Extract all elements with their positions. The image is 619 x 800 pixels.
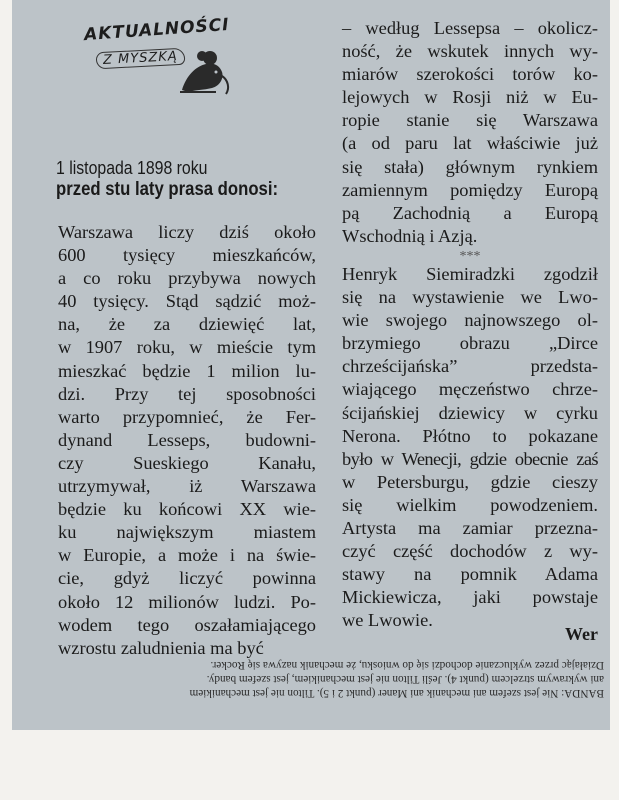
text-line: około 12 milionów ludzi. Po- xyxy=(58,591,316,612)
text-line: dynand Lesseps, budowni- xyxy=(58,429,316,450)
section-separator: *** xyxy=(459,248,481,264)
text-line: wodem tego oszałamiającego xyxy=(58,614,316,635)
text-line: cie, gdyż liczyć powinna xyxy=(58,568,316,589)
text-line: utrzymywał, iż Warszawa xyxy=(58,476,316,497)
text-line: zamiennym pomiędzy Europą xyxy=(342,179,598,200)
text-line: Artysta ma zamiar przezna- xyxy=(342,518,598,539)
text-line: brzymiego obrazu „Dirce xyxy=(342,333,598,354)
text-line: będzie ku końcowi XX wie- xyxy=(58,499,316,520)
text-line: ropie stanie się Warszawa xyxy=(342,110,598,131)
logo-title: AKTUALNOŚCI xyxy=(83,14,231,46)
headline-subtitle: przed stu laty prasa donosi: xyxy=(56,179,279,200)
text-line: ku największym miastem xyxy=(58,522,316,543)
answer-line: Działając przez wykluczanie dochodzi się do wniosku, że mechanik nazywa się Rocker. xyxy=(210,659,604,671)
text-line: czy Sueskiego Kanału, xyxy=(58,452,316,473)
text-line: czyć część dochodów z wy- xyxy=(342,541,598,562)
text-line: wie swojego najnowszego ol- xyxy=(342,310,598,331)
article-panel xyxy=(12,0,610,730)
logo-subtitle: Z MYSZKĄ xyxy=(96,48,186,70)
text-line: wzrostu zaludnienia ma być xyxy=(58,637,264,658)
text-line: na, że za dziewięć lat, xyxy=(58,314,316,335)
mouse-icon xyxy=(176,46,232,98)
text-line: się na wystawienie we Lwo- xyxy=(342,287,598,308)
text-line: warto przypomnieć, że Fer- xyxy=(58,406,316,427)
text-line: we Lwowie. xyxy=(342,610,433,631)
text-line: chrześcijańska” przedsta- xyxy=(342,356,598,377)
text-line: lejowych w Rosji niż w Eu- xyxy=(342,87,598,108)
left-column xyxy=(58,221,316,660)
text-line: Wschodnią i Azją. xyxy=(342,225,478,246)
text-line: się stała) głównym rynkiem xyxy=(342,156,598,177)
text-line: Henryk Siemiradzki zgodził xyxy=(342,264,598,284)
text-line: (a od paru lat właściwie już xyxy=(342,133,598,154)
answer-line: ani wykrawym strzelcem (punkt 4). Jeśli Tilton nie jest mechanikiem, jest szefem bandy. xyxy=(206,673,604,685)
text-line: wiającego męczeństwo chrze- xyxy=(342,379,598,400)
right-column-second xyxy=(342,263,598,633)
text-line: w Petersburgu, gdzie cieszy xyxy=(342,471,598,492)
text-line: ścijańskiej dziewicy w cyrku xyxy=(342,402,598,423)
answer-line: BANDA: Nie jest szefem ani mechanik ani Maner (punkt 2 i 5). Tilton nie jest mechanikiem xyxy=(189,687,604,699)
text-line: a co roku przybywa nowych xyxy=(58,268,316,289)
text-line: mieszkać będzie 1 milion lu- xyxy=(58,360,316,381)
text-line: było w Wenecji, gdzie obecnie zaś xyxy=(342,448,598,469)
text-line: – według Lessepsa – okolicz- xyxy=(342,18,598,38)
text-line: Warszawa liczy dziś około xyxy=(58,222,316,242)
text-line: w Europie, a może i na świe- xyxy=(58,545,316,566)
author-signature: Wer xyxy=(565,624,598,644)
text-line: ność, że wskutek innych wy- xyxy=(342,41,598,62)
text-line: Nerona. Płótno to pokazane xyxy=(342,425,598,446)
headline-date: 1 listopada 1898 roku xyxy=(56,158,208,178)
text-line: się wielkim powodzeniem. xyxy=(342,494,598,515)
puzzle-answer-upside-down xyxy=(52,658,604,700)
text-line: stawy na pomnik Adama xyxy=(342,564,598,585)
text-line: w 1907 roku, w mieście tym xyxy=(58,337,316,358)
text-line: dzi. Przy tej sposobności xyxy=(58,383,316,404)
text-line: 600 tysięcy mieszkańców, xyxy=(58,245,316,266)
right-column-first xyxy=(342,17,598,266)
text-line: pą Zachodnią a Europą xyxy=(342,202,598,223)
column-logo xyxy=(83,14,234,98)
text-line: Mickiewicza, jaki powstaje xyxy=(342,587,598,608)
text-line: miarów szerokości torów ko- xyxy=(342,64,598,85)
text-line: 40 tysięcy. Stąd sądzić moż- xyxy=(58,291,316,312)
